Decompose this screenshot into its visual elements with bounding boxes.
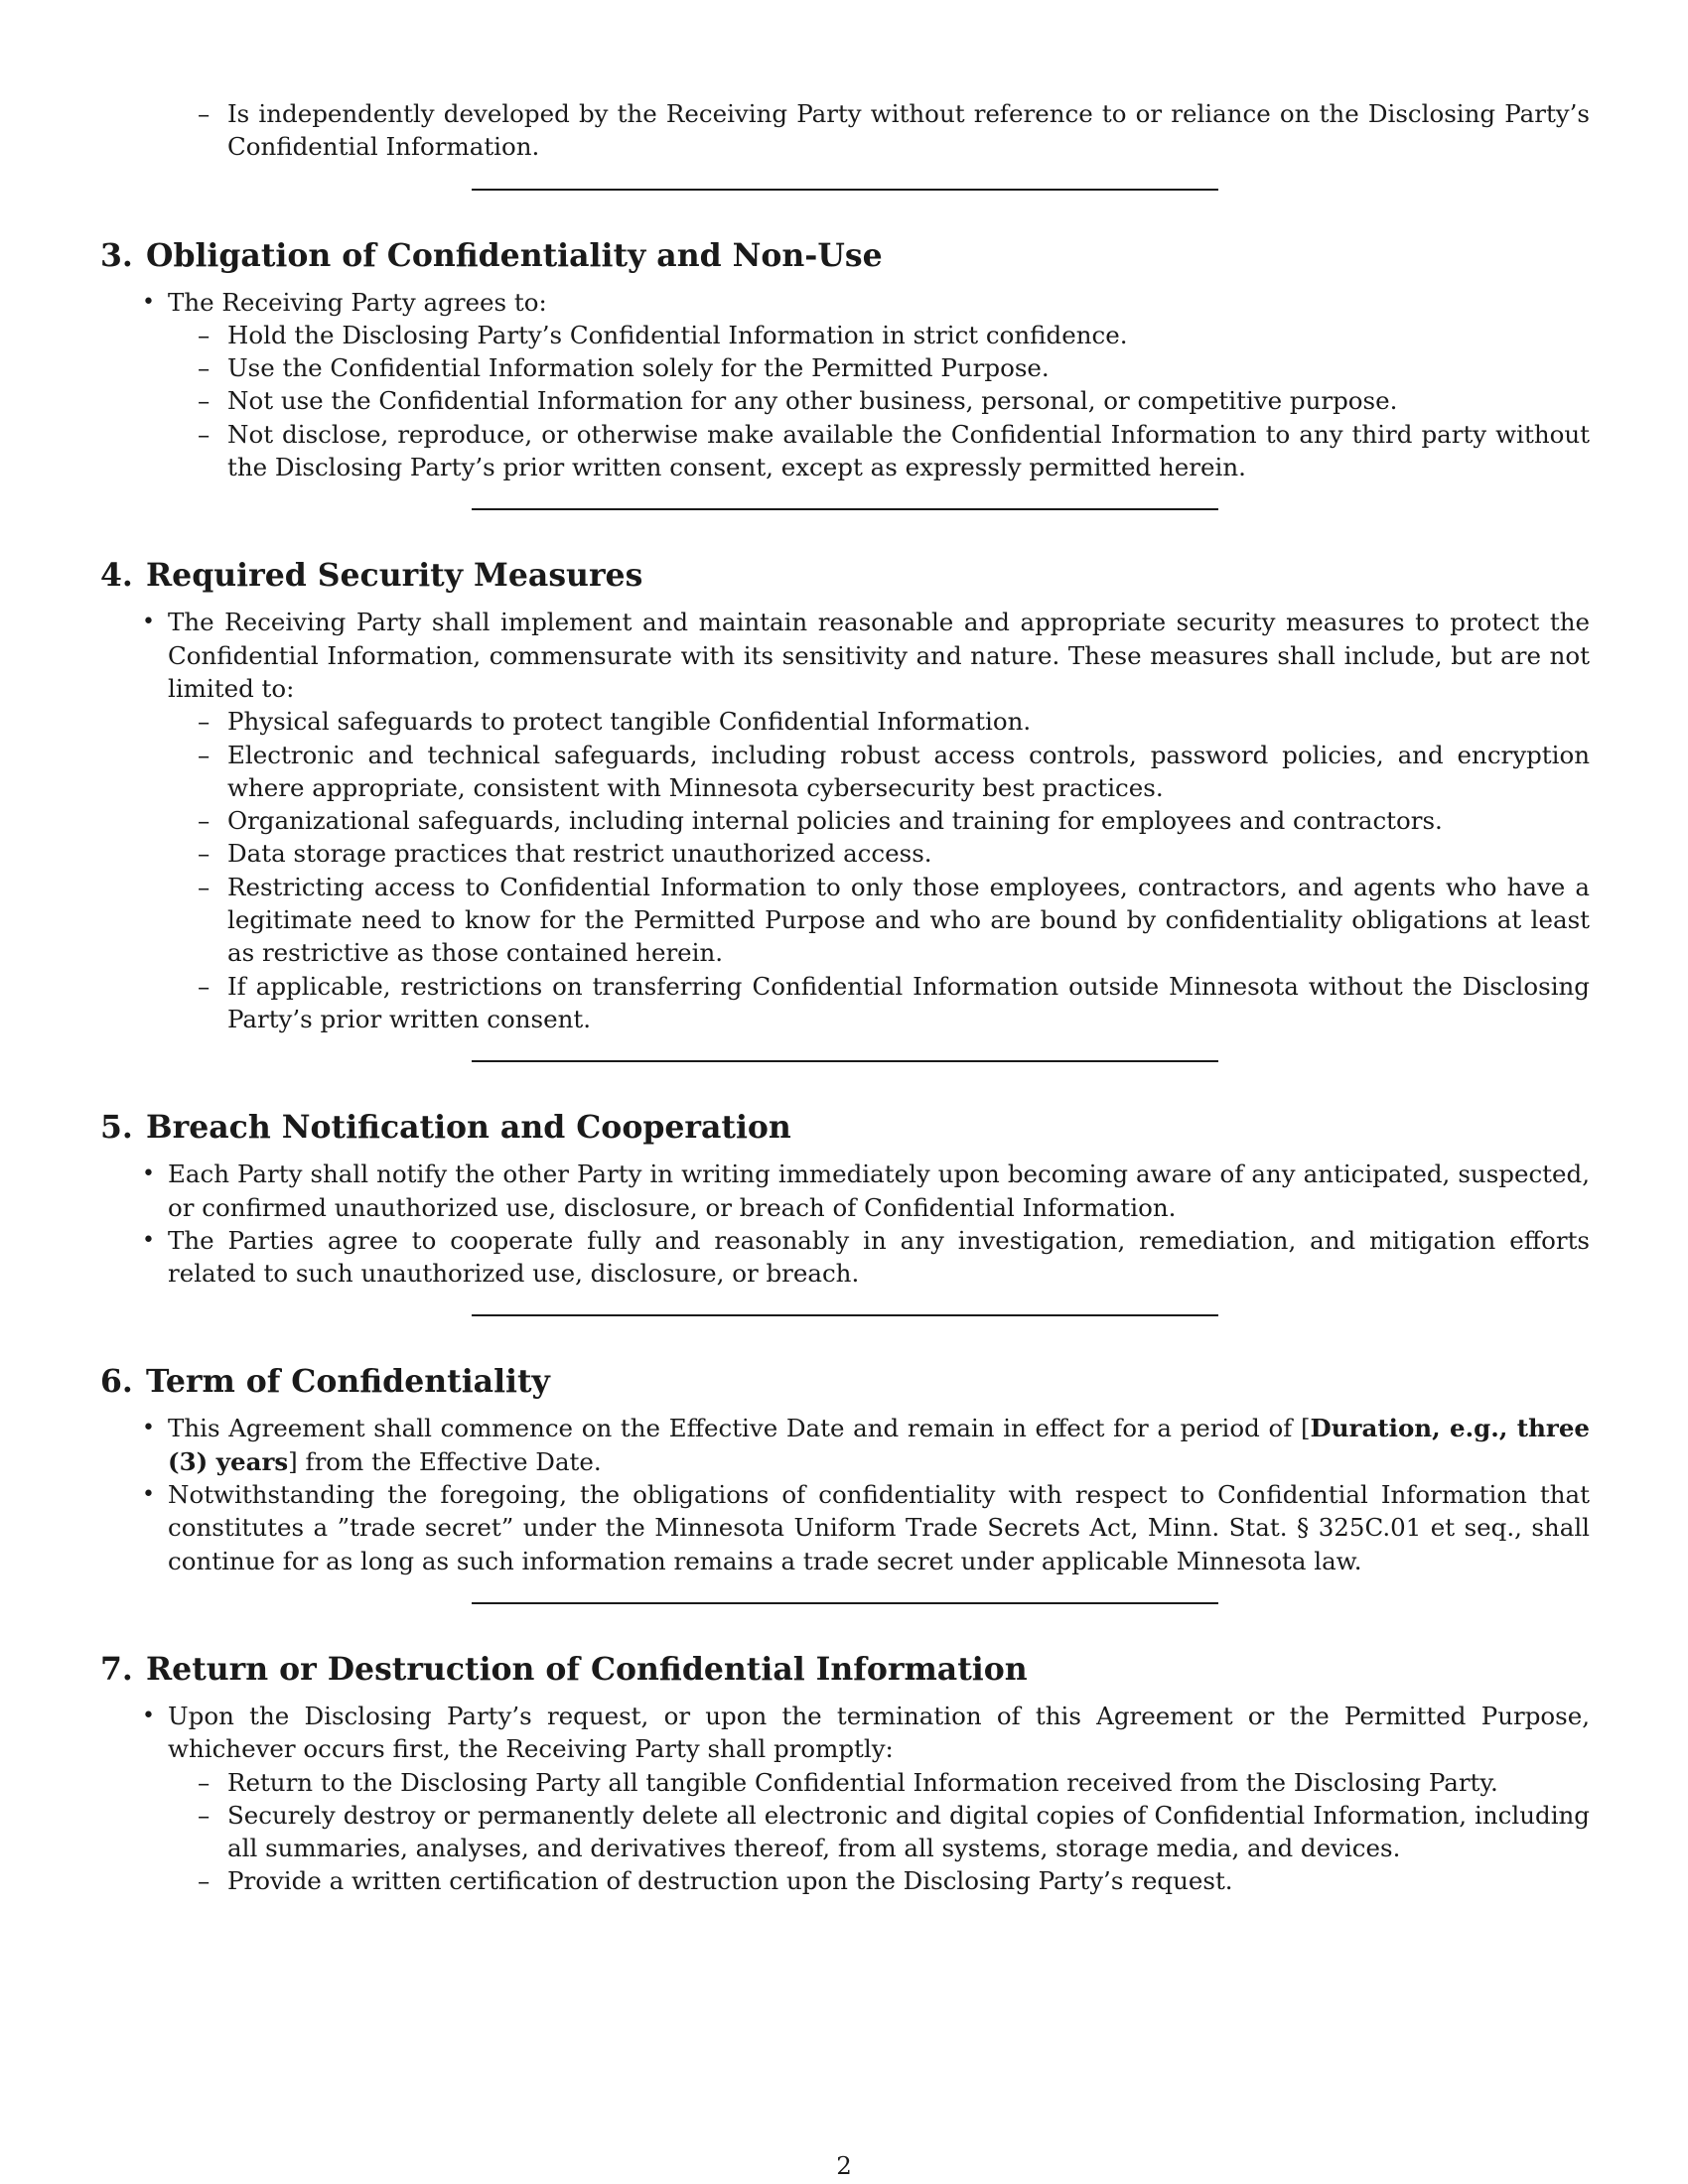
list-item: – Organizational safeguards, including internal policies and training for employees and contractors. [227, 804, 1590, 837]
bullet-item: • Upon the Disclosing Party’s request, or upon the termination of this Agreement or the Permitted Purpose, whichever occurs first, the Receiving Party shall promptly: – Return to the Disclosing Party all tangible Confidential Information received from the Disclosing Party. – Securely destroy or permanently delete all electronic and digital copies of Confidential Information, including all summaries, analyses, and derivatives thereof, from all systems, storage media, and devices. – Provide a written certification of destruction upon the Disclosing Party’s request. [168, 1700, 1590, 1898]
section-5 [100, 1108, 1590, 1290]
section-heading: 7. Return or Destruction of Confidential Information [100, 1650, 1028, 1688]
list-item: – Is independently developed by the Receiving Party without reference to or reliance on the Disclosing Party’s Confidential Information. [227, 97, 1590, 164]
bullet-item: • This Agreement shall commence on the Effective Date and remain in effect for a period of [Duration, e.g., three (3) years] from the Effective Date. [168, 1412, 1590, 1478]
list-item: – Physical safeguards to protect tangible Confidential Information. [227, 705, 1590, 738]
list-item: – Securely destroy or permanently delete all electronic and digital copies of Confidential Information, including all summaries, analyses, and derivatives thereof, from all systems, storage media, and devices. [227, 1799, 1590, 1865]
document-page [100, 97, 1590, 2184]
list-item: – Hold the Disclosing Party’s Confidential Information in strict confidence. [227, 319, 1590, 351]
section-heading: 3. Obligation of Confidentiality and Non-Use [100, 236, 883, 274]
section-7 [100, 1650, 1590, 1898]
section-4 [100, 556, 1590, 1035]
duration-placeholder: Duration, e.g., three (3) years [168, 1414, 1590, 1476]
list-item: – Data storage practices that restrict unauthorized access. [227, 837, 1590, 870]
section-3 [100, 236, 1590, 484]
bullet-item: • Each Party shall notify the other Party in writing immediately upon becoming aware of any anticipated, suspected, or confirmed unauthorized use, disclosure, or breach of Confidential Information. [168, 1158, 1590, 1224]
list-item: – Not use the Confidential Information for any other business, personal, or competitive purpose. [227, 384, 1590, 417]
list-item: – Return to the Disclosing Party all tangible Confidential Information received from the Disclosing Party. [227, 1766, 1590, 1799]
list-item: – If applicable, restrictions on transferring Confidential Information outside Minnesota without the Disclosing Party’s prior written consent. [227, 970, 1590, 1036]
list-item: – Not disclose, reproduce, or otherwise make available the Confidential Information to any third party without the Disclosing Party’s prior written consent, except as expressly permitted herein. [227, 418, 1590, 484]
bullet-item: • The Parties agree to cooperate fully and reasonably in any investigation, remediation, and mitigation efforts related to such unauthorized use, disclosure, or breach. [168, 1224, 1590, 1291]
section-heading: 5. Breach Notification and Cooperation [100, 1109, 791, 1147]
page-number: 2 [836, 2151, 852, 2180]
section-heading: 4. Required Security Measures [100, 557, 643, 595]
list-item: – Use the Confidential Information solely for the Permitted Purpose. [227, 351, 1590, 384]
bullet-item: • The Receiving Party agrees to: – Hold the Disclosing Party’s Confidential Information in strict confidence. – Use the Confidential Information solely for the Permitted Purpose. – Not use the Confidential Information for any other business, personal, or competitive purpose. – Not disclose, reproduce, or otherwise make available the Confidential Information to any third party without the Disclosing Party’s prior written consent, except as expressly permitted herein. [168, 286, 1590, 484]
list-item: – Electronic and technical safeguards, including robust access controls, password policies, and encryption where appropriate, consistent with Minnesota cybersecurity best practices. [227, 739, 1590, 805]
continued-list [100, 97, 1590, 164]
bullet-item: • Notwithstanding the foregoing, the obligations of confidentiality with respect to Confidential Information that constitutes a ”trade secret” under the Minnesota Uniform Trade Secrets Act, Minn. Stat. § 325C.01 et seq., shall continue for as long as such information remains a trade secret under applicable Minnesota law. [168, 1478, 1590, 1577]
section-heading: 6. Term of Confidentiality [100, 1363, 550, 1401]
bullet-item: • The Receiving Party shall implement and maintain reasonable and appropriate security measures to protect the Confidential Information, commensurate with its sensitivity and nature. These measures shall include, but are not limited to: – Physical safeguards to protect tangible Confidential Information. – Electronic and technical safeguards, including robust access controls, password policies, and encryption where appropriate, consistent with Minnesota cybersecurity best practices. – Organizational safeguards, including internal policies and training for employees and contractors. – Data storage practices that restrict unauthorized access. – Restricting access to Confidential Information to only those employees, contractors, and agents who have a legitimate need to know for the Permitted Purpose and who are bound by confidentiality obligations at least as restrictive as those contained herein. – If applicable, restrictions on transferring Confidential Information outside Minnesota without the Disclosing Party’s prior written consent. [168, 606, 1590, 1035]
section-6 [100, 1362, 1590, 1576]
list-item: – Provide a written certification of destruction upon the Disclosing Party’s request. [227, 1864, 1590, 1897]
list-item: – Restricting access to Confidential Information to only those employees, contractors, and agents who have a legitimate need to know for the Permitted Purpose and who are bound by confidentiality obligations at least as restrictive as those contained herein. [227, 871, 1590, 970]
